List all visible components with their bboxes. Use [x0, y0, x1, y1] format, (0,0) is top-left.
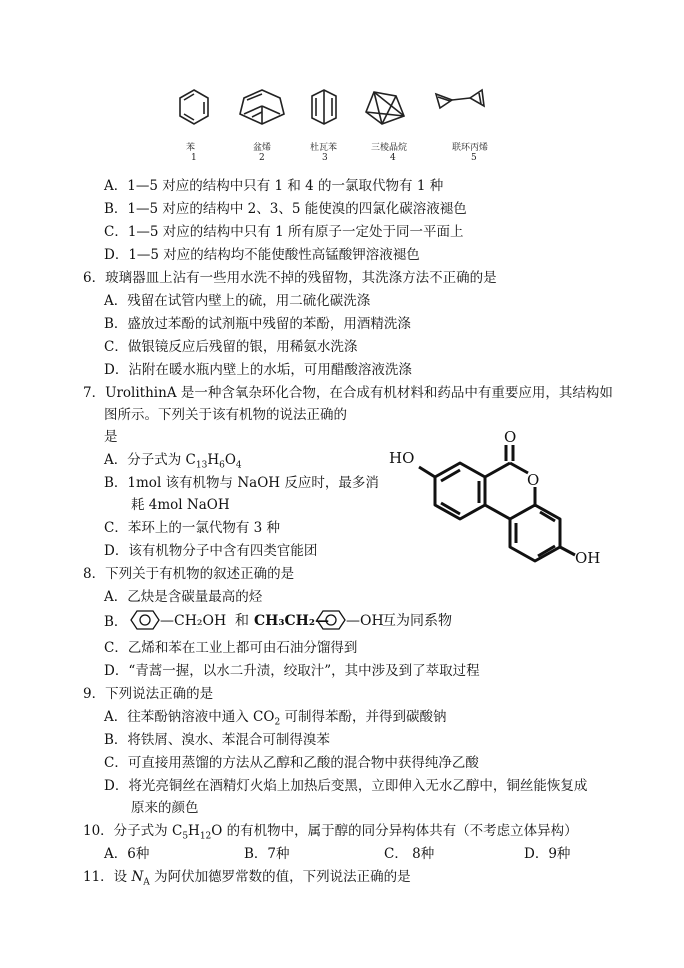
urolithin-ring-o: O [527, 471, 540, 489]
q6-option-c: C．做银镜反应后残留的银，用稀氨水洗涤 [104, 339, 358, 355]
q6-option-d: D．沾附在暖水瓶内壁上的水垢，可用醋酸溶液洗涤 [104, 362, 412, 378]
q7-option-d: D．该有机物分子中含有四类官能团 [104, 543, 318, 559]
q7-option-a: A．分子式为 $C_{13}H_6O_4$ [104, 452, 242, 471]
q5-option-b: B．1—5 对应的结构中 2、3、5 能使溴的四氯化碳溶液褪色 [104, 201, 467, 217]
homolog-text: 互为同系物 [382, 613, 452, 629]
q5-option-c: C．1—5 对应的结构中只有 1 所有原子一定处于同一平面上 [104, 224, 464, 240]
structure-3-name: 杜瓦苯 [310, 143, 338, 153]
benzene-ring-1 [131, 611, 159, 629]
q8-option-a: A．乙炔是含碳量最高的烃 [104, 589, 263, 605]
structure-2-number: 2 [259, 153, 265, 163]
q5-option-d: D．1—5 对应的结构均不能使酸性高锰酸钾溶液褪色 [104, 247, 420, 263]
q7-stem-line3: 是 [104, 429, 118, 445]
prismane-structure [366, 92, 404, 124]
q11-stem: 11．设 $N_A$ 为阿伏加德罗常数的值，下列说法正确的是 [83, 869, 411, 888]
structure-1-name: 苯 [186, 143, 196, 153]
q10-option-d: D．9种 [524, 846, 571, 862]
q10-option-b: B．7种 [244, 846, 290, 862]
benzvalene-structure [240, 90, 284, 124]
structure-2-name: 盆烯 [253, 143, 272, 153]
q9-option-d-line1: D．将光亮铜丝在酒精灯火焰上加热后变黑，立即伸入无水乙醇中，铜丝能恢复成 [104, 778, 588, 794]
benzene-structure [180, 90, 208, 124]
q7-option-c: C．苯环上的一氯代物有 3 种 [104, 520, 281, 536]
q8-option-b-formulas [127, 606, 477, 636]
urolithin-a-structure [385, 425, 615, 570]
q9-option-b: B．将铁屑、溴水、苯混合可制得溴苯 [104, 732, 330, 748]
q9-option-a: A．往苯酚钠溶液中通入 $CO_2$ 可制得苯酚，并得到碳酸钠 [104, 709, 447, 728]
ethylphenol-prefix: CH₃CH₂— [254, 613, 330, 629]
urolithin-carbonyl-o: O [504, 428, 517, 446]
ethylphenol-suffix: —OH [346, 613, 384, 629]
urolithin-ho-label: HO [389, 449, 415, 467]
q8-option-d: D．“青蒿一握，以水二升渍，绞取汁”，其中涉及到了萃取过程 [104, 663, 480, 679]
q7-option-b-line1: B．1mol 该有机物与 NaOH 反应时，最多消 [104, 475, 379, 491]
q6-stem: 6．玻璃器皿上沾有一些用水洗不掉的残留物，其洗涤方法不正确的是 [83, 270, 497, 286]
dewar-benzene-structure [312, 90, 336, 124]
q10-stem: 10．分子式为 $C_5H_{12}O$ 的有机物中，属于醇的同分异构体共有（不考虑立体异构） [83, 823, 578, 842]
urolithin-oh-label: OH [575, 549, 601, 567]
structure-3-number: 3 [322, 153, 328, 163]
q8-option-b-label: B． [104, 614, 128, 630]
q6-option-a: A．残留在试管内壁上的硫，用二硫化碳洗涤 [104, 293, 371, 309]
structure-5-number: 5 [471, 153, 477, 163]
q8-option-c: C．乙烯和苯在工业上都可由石油分馏得到 [104, 640, 358, 656]
q6-option-b: B．盛放过苯酚的试剂瓶中残留的苯酚，用酒精洗涤 [104, 316, 411, 332]
q7-option-b-line2: 耗 4mol NaOH [131, 497, 230, 513]
q9-option-d-line2: 原来的颜色 [131, 800, 199, 816]
structure-4-name: 三棱晶烷 [371, 143, 408, 153]
q7-stem-line1: 7．UrolithinA 是一种含氧杂环化合物，在合成有机材料和药品中有重要应用，其结构如 [83, 385, 613, 401]
q8-stem: 8．下列关于有机物的叙述正确的是 [83, 566, 295, 582]
benzyl-alcohol-formula: —CH₂OH [160, 613, 227, 629]
q9-stem: 9．下列说法正确的是 [83, 686, 214, 702]
q10-option-a: A．6种 [104, 846, 150, 862]
bicyclopropenyl-structure [436, 90, 484, 108]
structure-4-number: 4 [390, 153, 396, 163]
q10-option-c: C． 8种 [384, 846, 435, 862]
structure-1-number: 1 [191, 153, 197, 163]
q7-stem-line2: 图所示。下列关于该有机物的说法正确的 [104, 407, 347, 423]
q9-option-c: C．可直接用蒸馏的方法从乙醇和乙酸的混合物中获得纯净乙酸 [104, 755, 479, 771]
and-text: 和 [235, 613, 249, 629]
q5-option-a: A．1—5 对应的结构中只有 1 和 4 的一氯取代物有 1 种 [104, 178, 444, 194]
structure-5-name: 联环丙烯 [452, 143, 489, 153]
